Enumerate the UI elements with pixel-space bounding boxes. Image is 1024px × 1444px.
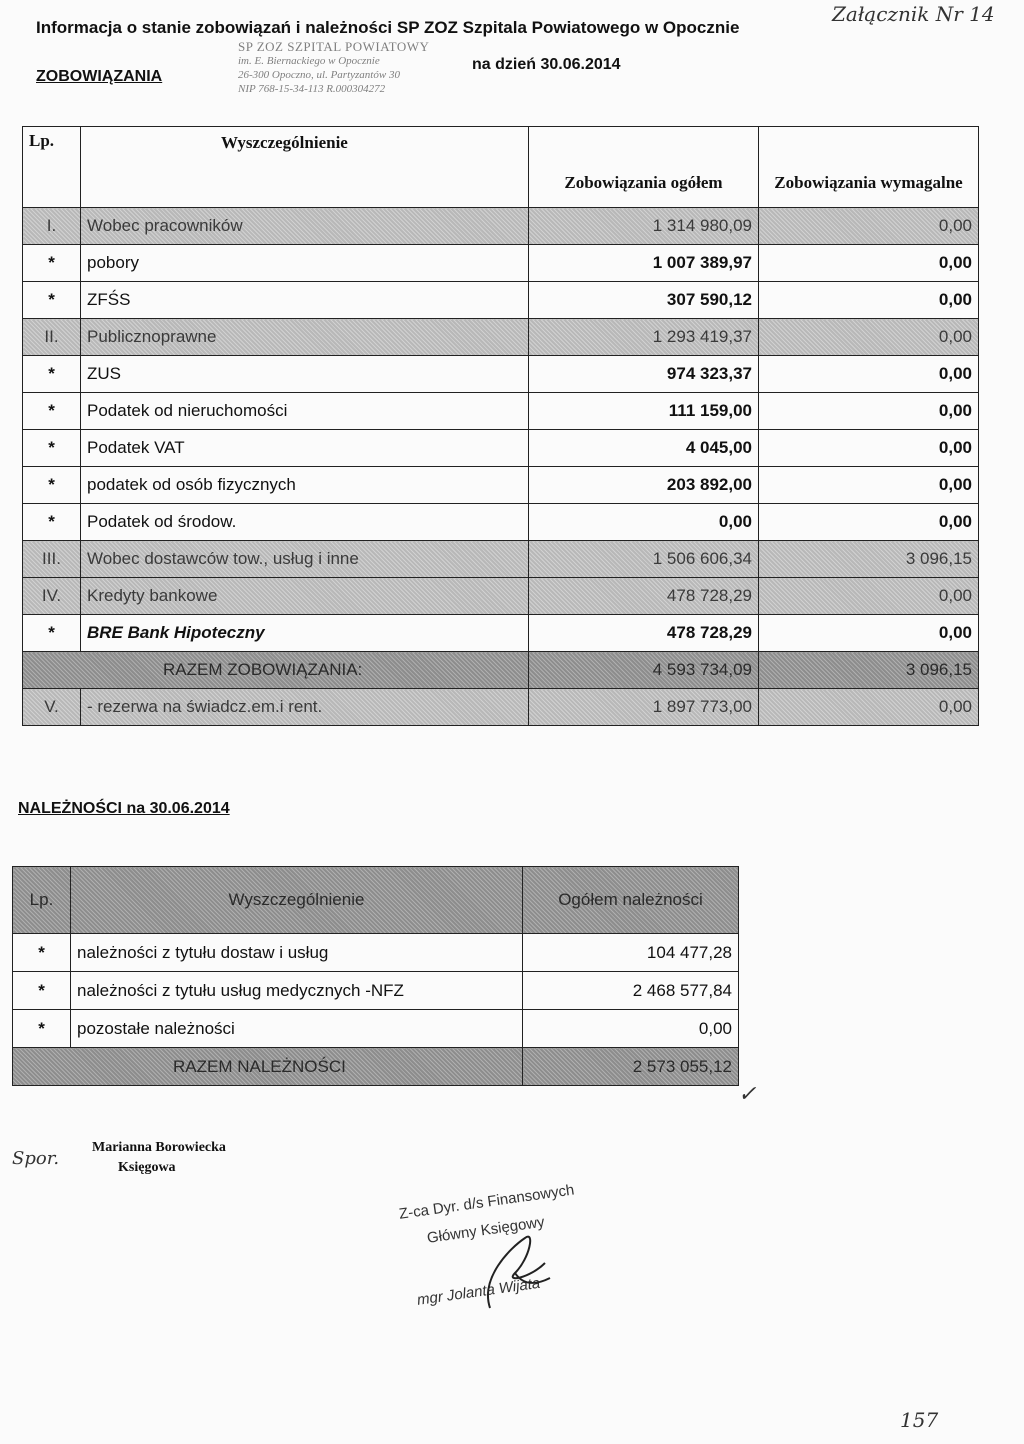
row-lp: II. [23, 319, 81, 356]
row-total: 1 506 606,34 [529, 541, 759, 578]
row-lp: * [13, 934, 71, 972]
col-total-header: Zobowiązania ogółem [529, 127, 759, 208]
liabilities-total-row [23, 652, 979, 689]
row-total: 478 728,29 [529, 578, 759, 615]
liability-row [23, 615, 979, 652]
col-lp-header: Lp. [23, 127, 81, 208]
receivable-row [13, 1010, 739, 1048]
reserve-total: 1 897 773,00 [529, 689, 759, 726]
stamp-line-3: 26-300 Opoczno, ul. Partyzantów 30 [238, 69, 400, 81]
reserve-row [23, 689, 979, 726]
liability-row [23, 467, 979, 504]
liability-row [23, 541, 979, 578]
row-lp: * [23, 615, 81, 652]
row-name: Kredyty bankowe [81, 578, 529, 615]
receivables-section-title: NALEŻNOŚCI na 30.06.2014 [18, 800, 230, 817]
stamp-line-2: im. E. Biernackiego w Opocznie [238, 55, 380, 67]
liability-row [23, 578, 979, 615]
institution-stamp [238, 40, 488, 96]
row-name: Wobec pracowników [81, 208, 529, 245]
rcv-col-total-header: Ogółem należności [523, 867, 739, 934]
row-name: ZFŚS [81, 282, 529, 319]
director-name: mgr Jolanta Wijata [416, 1274, 542, 1309]
liability-row [23, 504, 979, 541]
row-lp: * [13, 972, 71, 1010]
liability-row [23, 208, 979, 245]
row-total: 0,00 [523, 1010, 739, 1048]
row-total: 974 323,37 [529, 356, 759, 393]
receivables-header-row [13, 867, 739, 934]
row-due: 0,00 [759, 430, 979, 467]
row-lp: * [23, 356, 81, 393]
row-name: pobory [81, 245, 529, 282]
row-total: 203 892,00 [529, 467, 759, 504]
col-due-header: Zobowiązania wymagalne [759, 127, 979, 208]
row-lp: * [13, 1010, 71, 1048]
row-due: 0,00 [759, 504, 979, 541]
liabilities-section-title: ZOBOWIĄZANIA [36, 68, 163, 85]
row-name: ZUS [81, 356, 529, 393]
director-title: Z-ca Dyr. d/s Finansowych [398, 1181, 576, 1223]
handwritten-signature [470, 1218, 560, 1318]
row-total: 2 468 577,84 [523, 972, 739, 1010]
attachment-annotation: Załącznik Nr 14 [832, 2, 995, 26]
preparer-role: Księgowa [118, 1160, 176, 1175]
rcv-total-amount: 2 573 055,12 [523, 1048, 739, 1086]
row-name: pozostałe należności [71, 1010, 523, 1048]
row-due: 0,00 [759, 578, 979, 615]
row-due: 0,00 [759, 356, 979, 393]
receivable-row [13, 934, 739, 972]
liability-row [23, 430, 979, 467]
liability-row [23, 356, 979, 393]
row-lp: I. [23, 208, 81, 245]
rcv-col-description-header: Wyszczególnienie [71, 867, 523, 934]
row-total: 111 159,00 [529, 393, 759, 430]
director-role: Główny Księgowy [426, 1213, 546, 1247]
row-total: 1 293 419,37 [529, 319, 759, 356]
row-lp: * [23, 282, 81, 319]
total-amount: 4 593 734,09 [529, 652, 759, 689]
row-name: Wobec dostawców tow., usług i inne [81, 541, 529, 578]
liabilities-table [22, 126, 979, 726]
rcv-col-lp-header: Lp. [13, 867, 71, 934]
total-label: RAZEM ZOBOWIĄZANIA: [23, 652, 529, 689]
row-lp: * [23, 245, 81, 282]
stamp-line-4: NIP 768-15-34-113 R.000304272 [238, 83, 386, 95]
reserve-lp: V. [23, 689, 81, 726]
col-description-header: Wyszczególnienie [81, 127, 529, 208]
row-total: 1 314 980,09 [529, 208, 759, 245]
row-lp: IV. [23, 578, 81, 615]
row-name: należności z tytułu dostaw i usług [71, 934, 523, 972]
receivables-table [12, 866, 739, 1086]
row-name: należności z tytułu usług medycznych -NFZ [71, 972, 523, 1010]
row-name: podatek od osób fizycznych [81, 467, 529, 504]
row-total: 478 728,29 [529, 615, 759, 652]
row-lp: * [23, 393, 81, 430]
liabilities-header-row [23, 127, 979, 208]
row-lp: * [23, 467, 81, 504]
row-due: 0,00 [759, 319, 979, 356]
row-name: Podatek od środow. [81, 504, 529, 541]
row-name: Publicznoprawne [81, 319, 529, 356]
row-due: 3 096,15 [759, 541, 979, 578]
row-total: 104 477,28 [523, 934, 739, 972]
row-total: 0,00 [529, 504, 759, 541]
row-due: 0,00 [759, 282, 979, 319]
row-total: 4 045,00 [529, 430, 759, 467]
page-number: 157 [900, 1408, 939, 1432]
rcv-total-label: RAZEM NALEŻNOŚCI [13, 1048, 523, 1086]
total-due: 3 096,15 [759, 652, 979, 689]
row-lp: * [23, 504, 81, 541]
row-due: 0,00 [759, 615, 979, 652]
stamp-line-1: SP ZOZ SZPITAL POWIATOWY [238, 39, 430, 54]
document-title: Informacja o stanie zobowiązań i należności SP ZOZ Szpitala Powiatowego w Opocznie [36, 18, 740, 37]
liability-row [23, 282, 979, 319]
preparer-initial: Spor. [12, 1148, 60, 1169]
row-name: Podatek od nieruchomości [81, 393, 529, 430]
receivables-total-row [13, 1048, 739, 1086]
row-due: 0,00 [759, 245, 979, 282]
row-due: 0,00 [759, 467, 979, 504]
row-name: BRE Bank Hipoteczny [81, 615, 529, 652]
preparer-name: Marianna Borowiecka [92, 1140, 226, 1155]
receivable-row [13, 972, 739, 1010]
liability-row [23, 393, 979, 430]
row-due: 0,00 [759, 208, 979, 245]
checkmark-icon: ✓ [738, 1082, 757, 1107]
row-total: 1 007 389,97 [529, 245, 759, 282]
row-due: 0,00 [759, 393, 979, 430]
reserve-name: - rezerwa na świadcz.em.i rent. [81, 689, 529, 726]
liability-row [23, 319, 979, 356]
reserve-due: 0,00 [759, 689, 979, 726]
row-lp: * [23, 430, 81, 467]
row-lp: III. [23, 541, 81, 578]
row-name: Podatek VAT [81, 430, 529, 467]
row-total: 307 590,12 [529, 282, 759, 319]
document-date: na dzień 30.06.2014 [472, 56, 621, 73]
liability-row [23, 245, 979, 282]
